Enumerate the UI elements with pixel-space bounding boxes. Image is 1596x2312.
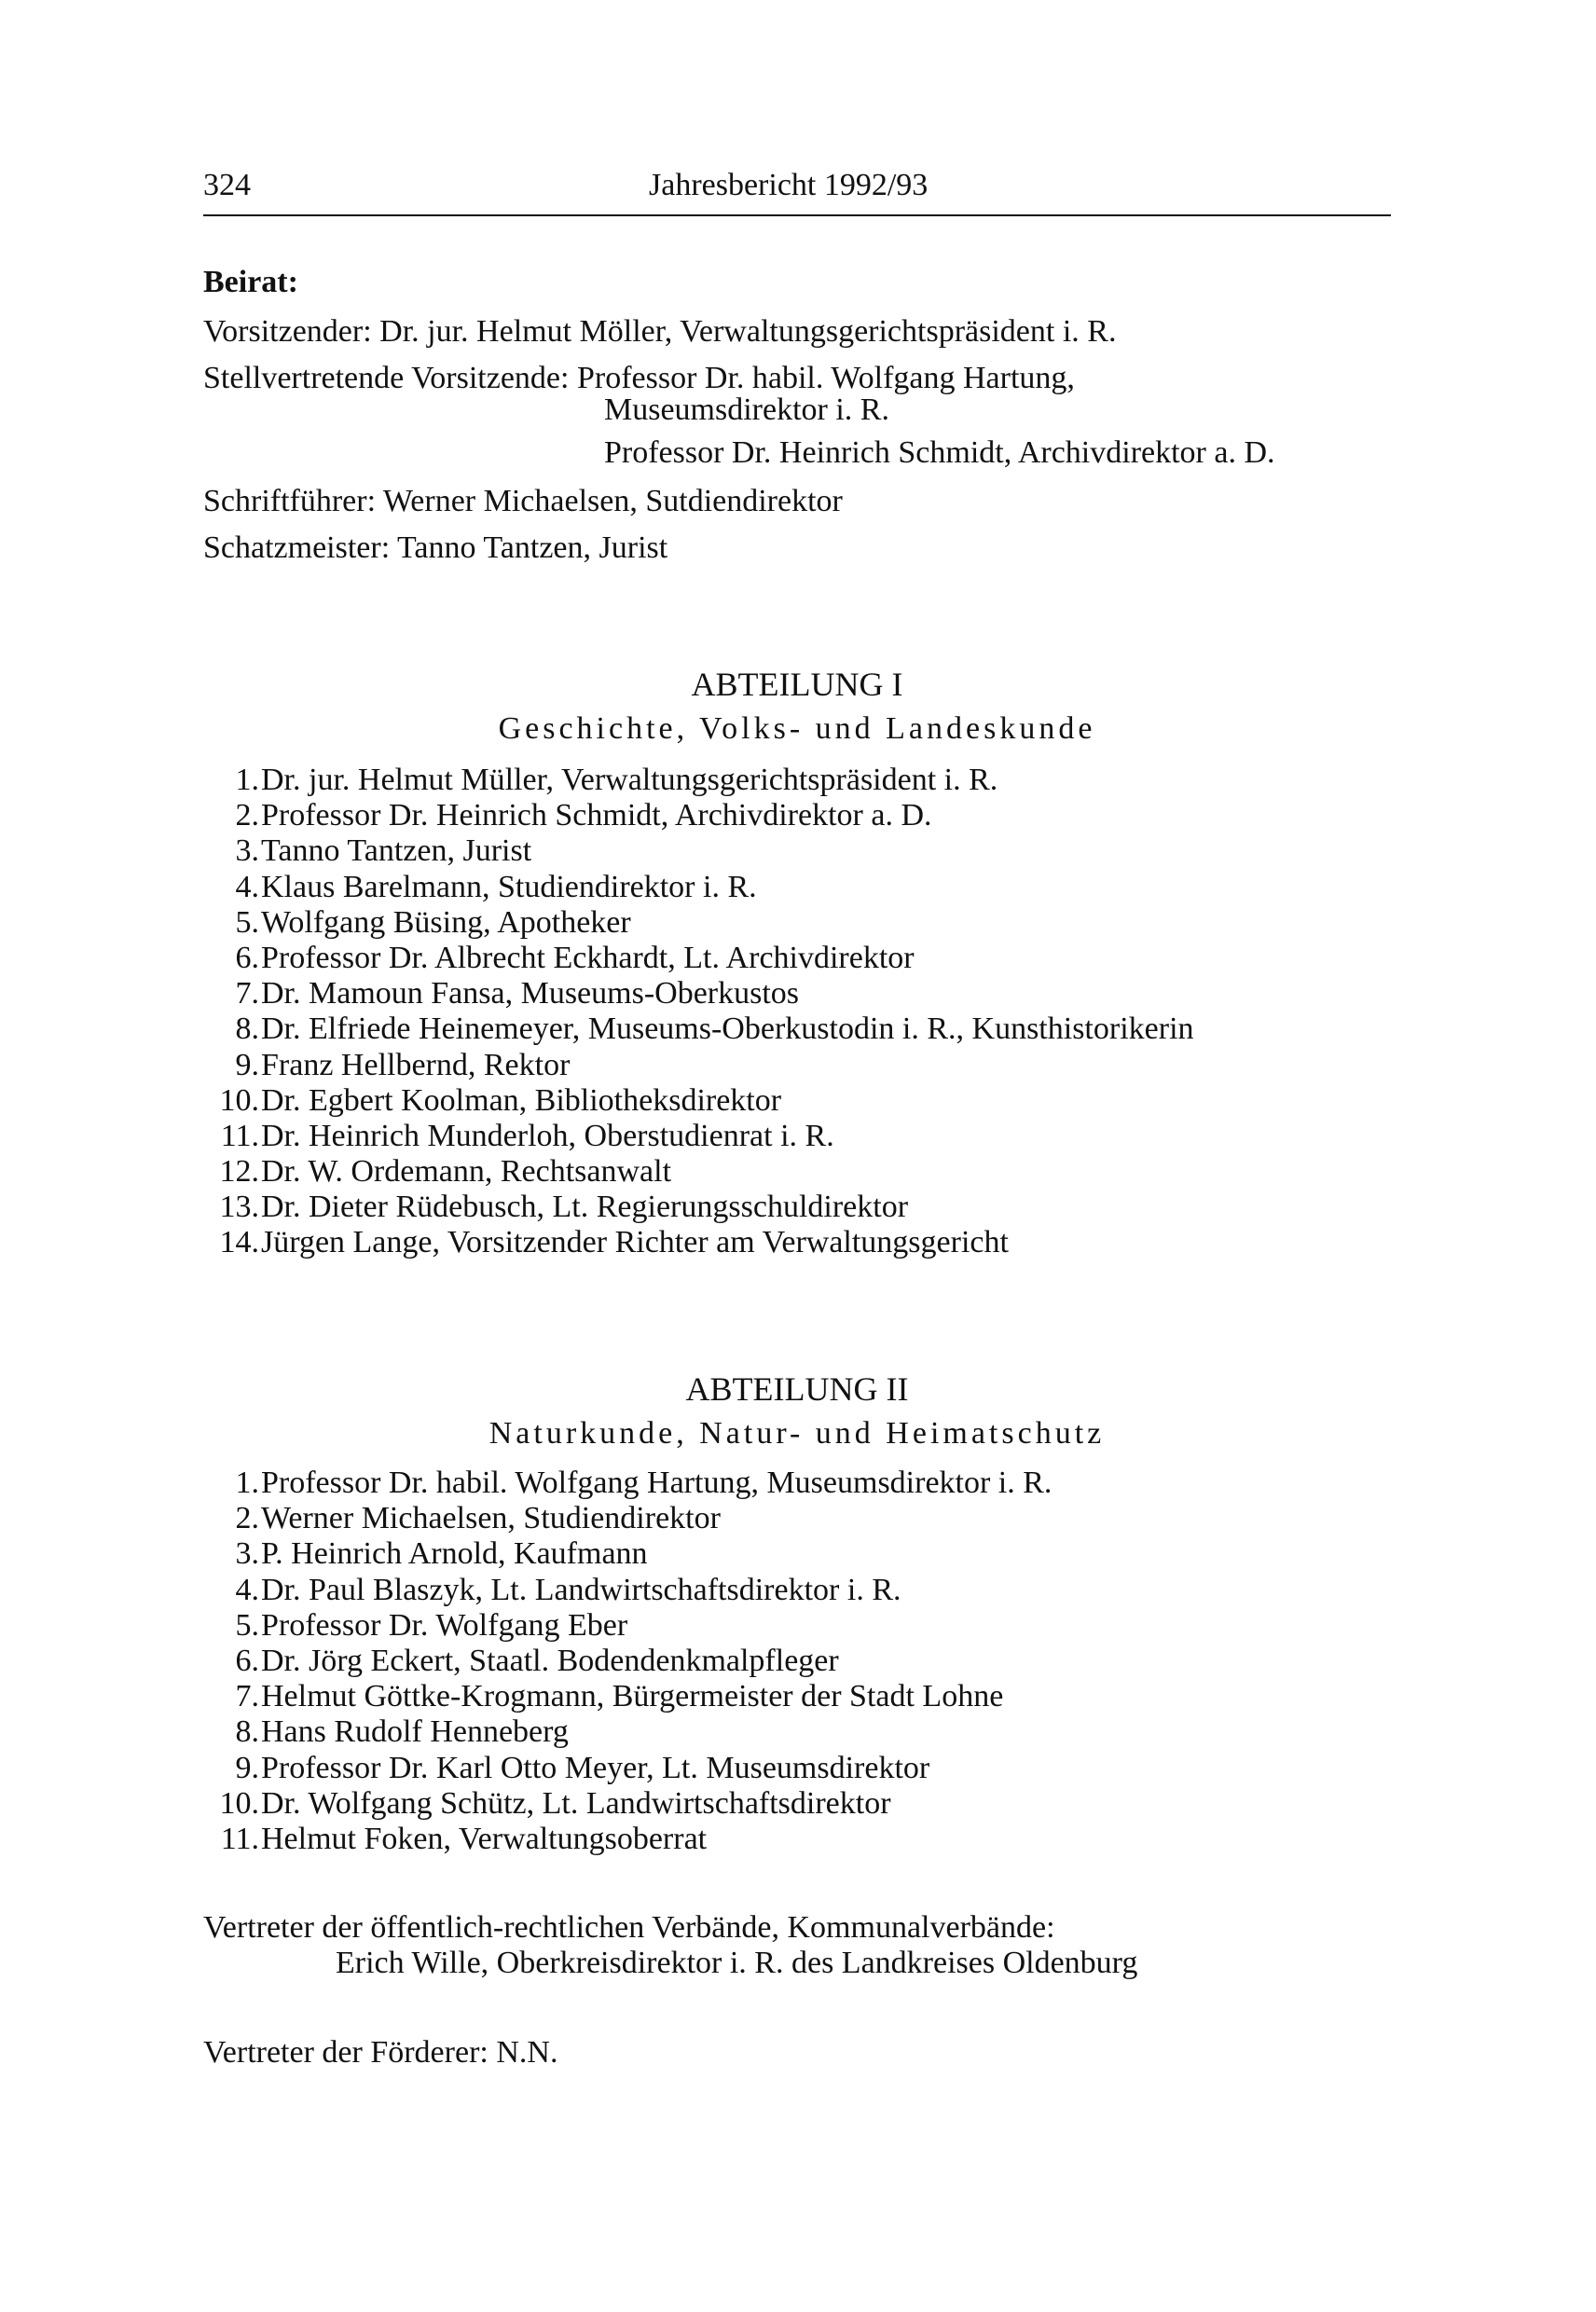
beirat-deputies-cont: Museumsdirektor i. R. bbox=[604, 392, 889, 427]
list-item: 9. Franz Hellbernd, Rektor bbox=[235, 1047, 571, 1082]
list-item: 12. Dr. W. Ordemann, Rechtsanwalt bbox=[219, 1154, 672, 1190]
list-item: 6. Professor Dr. Albrecht Eckhardt, Lt. Archivdirektor bbox=[235, 940, 915, 975]
list-item: 6. Dr. Jörg Eckert, Staatl. Bodendenkmalpfleger bbox=[235, 1643, 839, 1678]
list-item: 13. Dr. Dieter Rüdebusch, Lt. Regierungsschuldirektor bbox=[219, 1190, 909, 1225]
list-item: 1. Dr. jur. Helmut Müller, Verwaltungsgerichtspräsident i. R. bbox=[235, 763, 998, 797]
running-head bbox=[203, 168, 1391, 216]
beirat-secretary: Schriftführer: Werner Michaelsen, Sutdiendirektor bbox=[203, 484, 843, 518]
beirat-chairman: Vorsitzender: Dr. jur. Helmut Möller, Verwaltungsgerichtspräsident i. R. bbox=[203, 314, 1117, 349]
list-item: 10. Dr. Egbert Koolman, Bibliotheksdirektor bbox=[219, 1082, 782, 1118]
section-heading-abteilung-1: ABTEILUNG I bbox=[691, 666, 903, 703]
list-item: 3. Tanno Tantzen, Jurist bbox=[235, 833, 532, 869]
page-number: 324 bbox=[203, 168, 251, 202]
list-item: 9. Professor Dr. Karl Otto Meyer, Lt. Museumsdirektor bbox=[235, 1750, 930, 1785]
public-representative-name: Erich Wille, Oberkreisdirektor i. R. des Landkreises Oldenburg bbox=[336, 1946, 1138, 1980]
section-subheading-abteilung-2: Naturkunde, Natur- und Heimatschutz bbox=[488, 1416, 1106, 1451]
list-item: 14. Jürgen Lange, Vorsitzender Richter am Verwaltungsgericht bbox=[219, 1225, 1009, 1260]
list-item: 5. Wolfgang Büsing, Apotheker bbox=[235, 904, 631, 940]
list-item: 7. Helmut Göttke-Krogmann, Bürgermeister der Stadt Lohne bbox=[235, 1679, 1004, 1714]
list-item: 7. Dr. Mamoun Fansa, Museums-Oberkustos bbox=[235, 976, 800, 1012]
list-item: 3. P. Heinrich Arnold, Kaufmann bbox=[235, 1536, 648, 1572]
list-item: 5. Professor Dr. Wolfgang Eber bbox=[235, 1607, 628, 1643]
list-item: 11. Helmut Foken, Verwaltungsoberrat bbox=[220, 1821, 708, 1856]
list-item: 8. Hans Rudolf Henneberg bbox=[235, 1714, 569, 1750]
list-item: 2. Professor Dr. Heinrich Schmidt, Archivdirektor a. D. bbox=[235, 798, 932, 833]
beirat-deputies: Stellvertretende Vorsitzende: Professor Dr. habil. Wolfgang Hartung, bbox=[203, 361, 1075, 395]
beirat-treasurer: Schatzmeister: Tanno Tantzen, Jurist bbox=[203, 530, 668, 565]
list-item: 10. Dr. Wolfgang Schütz, Lt. Landwirtschaftsdirektor bbox=[219, 1785, 891, 1821]
beirat-title: Beirat: bbox=[203, 265, 298, 299]
public-representatives-label: Vertreter der öffentlich-rechtlichen Verbände, Kommunalverbände: bbox=[203, 1910, 1055, 1945]
member-list-abteilung-1 bbox=[203, 763, 1194, 1261]
beirat-deputy-2: Professor Dr. Heinrich Schmidt, Archivdirektor a. D. bbox=[604, 435, 1275, 470]
member-list-abteilung-2 bbox=[203, 1466, 1053, 1857]
list-item: 2. Werner Michaelsen, Studiendirektor bbox=[235, 1501, 721, 1536]
list-item: 8. Dr. Elfriede Heinemeyer, Museums-Oberkustodin i. R., Kunsthistorikerin bbox=[235, 1012, 1194, 1047]
list-item: 4. Dr. Paul Blaszyk, Lt. Landwirtschaftsdirektor i. R. bbox=[235, 1572, 901, 1607]
list-item: 4. Klaus Barelmann, Studiendirektor i. R. bbox=[235, 869, 757, 904]
list-item: 1. Professor Dr. habil. Wolfgang Hartung, Museumsdirektor i. R. bbox=[235, 1466, 1053, 1500]
section-heading-abteilung-2: ABTEILUNG II bbox=[685, 1370, 909, 1408]
list-item: 11. Dr. Heinrich Munderloh, Oberstudienrat i. R. bbox=[220, 1118, 834, 1153]
running-title: Jahresbericht 1992/93 bbox=[649, 168, 929, 202]
section-subheading-abteilung-1: Geschichte, Volks- und Landeskunde bbox=[498, 711, 1096, 746]
sponsor-representatives: Vertreter der Förderer: N.N. bbox=[203, 2035, 558, 2070]
